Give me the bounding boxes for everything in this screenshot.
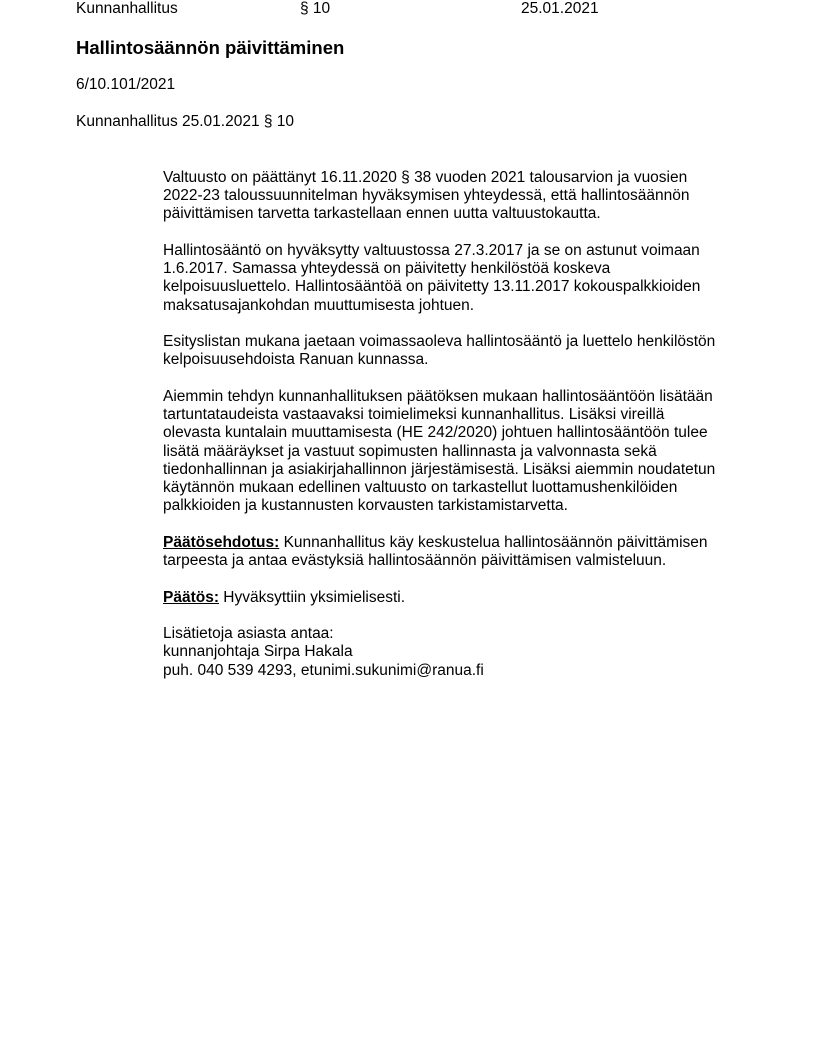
paragraph-line: Valtuusto on päättänyt 16.11.2020 § 38 vuoden 2021 talousarvion ja vuosien [163, 169, 688, 186]
contact-line: puh. 040 539 4293, etunimi.sukunimi@ranua.fi [163, 661, 484, 679]
contact-paragraph [163, 625, 715, 680]
record-number: 6/10.101/2021 [76, 76, 176, 93]
meeting-reference: Kunnanhallitus 25.01.2021 § 10 [76, 113, 295, 130]
contact-line: kunnanjohtaja Sirpa Hakala [163, 643, 353, 661]
paragraph-line: kelpoisuusluettelo. Hallintosääntöä on päivitetty 13.11.2017 kokouspalkkioiden [163, 278, 701, 296]
paragraph-line: tartuntataudeista vastaavaksi toimielimeksi kunnanhallitus. Lisäksi vireillä [163, 406, 665, 424]
paragraph-line: Aiemmin tehdyn kunnanhallituksen päätöksen mukaan hallintosääntöön lisätään [163, 388, 713, 405]
header-body: Kunnanhallitus [76, 0, 178, 17]
paragraph-line: 2022-23 taloussuunnitelman hyväksymisen yhteydessä, että hallintosäännön [163, 187, 690, 205]
body-paragraph [163, 388, 715, 515]
paragraph-line: maksatusajankohdan muuttumisesta johtuen. [163, 296, 475, 314]
paragraph-line: Hallintosääntö on hyväksytty valtuustossa 27.3.2017 ja se on astunut voimaan [163, 242, 700, 259]
proposal-text-1: Kunnanhallitus käy keskustelua hallintosäännön päivittämisen [279, 533, 708, 551]
paragraph-line: palkkioiden ja kustannusten korvausten tarkistamistarvetta. [163, 497, 568, 515]
header-date: 25.01.2021 [521, 0, 599, 17]
paragraph-line: Esityslistan mukana jaetaan voimassaoleva hallintosääntö ja luettelo henkilöstön [163, 333, 716, 351]
proposal-label: Päätösehdotus: [163, 533, 280, 551]
paragraph-line: lisätä määräykset ja vastuut sopimusten hallinnasta ja valvonnasta sekä [163, 442, 657, 460]
proposal-paragraph [163, 534, 715, 570]
decision-text: Hyväksyttiin yksimielisesti. [219, 588, 406, 606]
body-paragraph [163, 242, 715, 315]
paragraph-line: kelpoisuusehdoista Ranuan kunnassa. [163, 351, 429, 369]
contact-line: Lisätietoja asiasta antaa: [163, 625, 334, 643]
paragraph-line: käytännön mukaan edellinen valtuusto on tarkastellut luottamushenkilöiden [163, 479, 678, 497]
paragraph-line: päivittämisen tarvetta tarkastellaan ennen uutta valtuustokautta. [163, 205, 601, 223]
header-section: § 10 [300, 0, 331, 17]
paragraph-line: 1.6.2017. Samassa yhteydessä on päivitetty henkilöstöä koskeva [163, 260, 611, 278]
body-paragraph [163, 169, 715, 224]
decision-label: Päätös: [163, 588, 219, 606]
body-paragraph [163, 333, 715, 369]
document-body [163, 169, 715, 698]
proposal-text-2: tarpeesta ja antaa evästyksiä hallintosäännön päivittämisen valmisteluun. [163, 552, 667, 570]
document-title: Hallintosäännön päivittäminen [76, 37, 345, 58]
decision-paragraph [163, 589, 715, 607]
paragraph-line: tiedonhallinnan ja asiakirjahallinnon järjestämisestä. Lisäksi aiemmin noudatetun [163, 460, 716, 478]
paragraph-line: olevasta kuntalain muuttamisesta (HE 242/2020) johtuen hallintosääntöön tulee [163, 424, 708, 442]
